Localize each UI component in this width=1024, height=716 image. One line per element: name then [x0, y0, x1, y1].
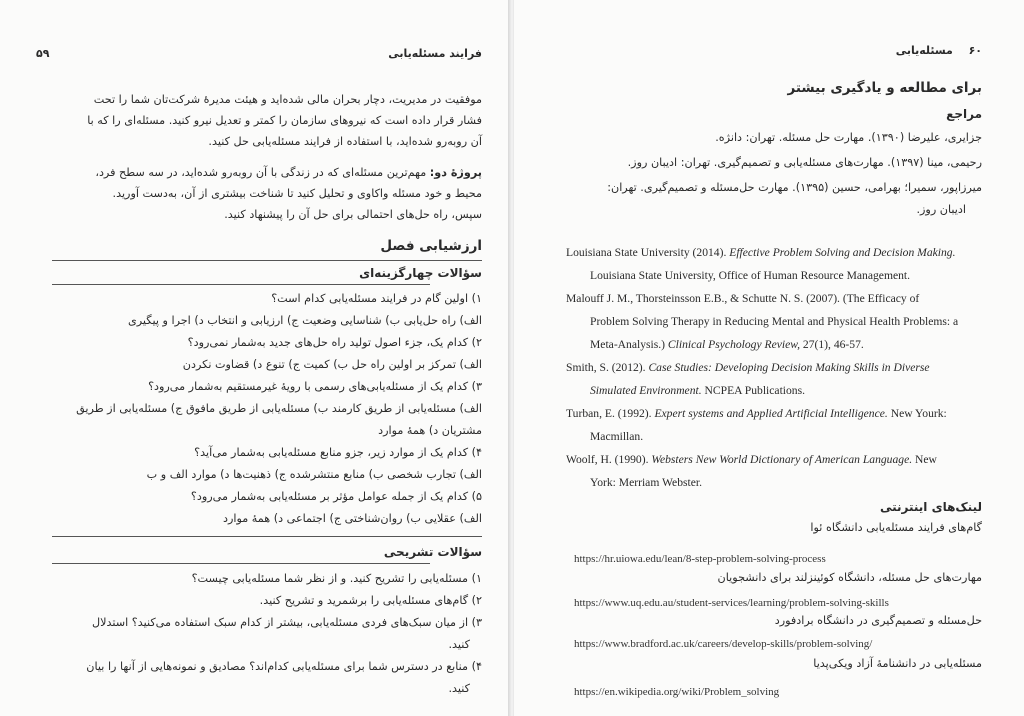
- left-running-header: [388, 47, 482, 60]
- project-line: محیط و خود مسئله واکاوی و تحلیل کنید تا شناخت بیشتری از آن، به‌دست آورید.: [112, 187, 482, 200]
- persian-reference: رحیمی، مینا (۱۳۹۷). مهارت‌های مسئله‌یابی و تصمیم‌گیری. تهران: ادیبان روز.: [627, 156, 982, 169]
- english-reference: [566, 292, 919, 305]
- ref-text: New: [912, 453, 937, 466]
- ref-title: Websters New World Dictionary of American Language.: [651, 453, 913, 466]
- left-page-number: ۵۹: [36, 47, 50, 60]
- link-description: مهارت‌های حل مسئله، دانشگاه کوئینزلند برای دانشجویان: [717, 571, 982, 584]
- chapter-evaluation-title: ارزشیابی فصل: [380, 238, 482, 254]
- question: ۴) کدام یک از موارد زیر، جزو منابع مسئله‌یابی به‌شمار می‌آید؟: [194, 446, 482, 459]
- persian-reference-continuation: ادیبان روز.: [916, 203, 966, 216]
- web-link[interactable]: https://www.bradford.ac.uk/careers/develop-skills/problem-solving/: [574, 638, 873, 650]
- persian-reference: جزایری، علیرضا (۱۳۹۰). مهارت حل مسئله. تهران: دانژه.: [715, 131, 982, 144]
- divider: [52, 260, 482, 261]
- answer-options: الف) مسئله‌یابی از طریق کارمند ب) مسئله‌یابی از طریق مافوق ج) مسئله‌یابی از طریق: [76, 402, 482, 415]
- english-reference: [566, 453, 937, 466]
- english-reference: [590, 384, 805, 397]
- ref-title: Case Studies: Developing Decision Making Skills in Diverse: [648, 361, 930, 374]
- descriptive-questions-title: سؤالات تشریحی: [383, 545, 482, 559]
- persian-reference: میرزاپور، سمیرا؛ بهرامی، حسین (۱۳۹۵). مهارت حل‌مسئله و تصمیم‌گیری. تهران:: [607, 181, 982, 194]
- question: ۱) اولین گام در فرایند مسئله‌یابی کدام است؟: [271, 292, 482, 305]
- english-reference: [566, 361, 930, 374]
- ref-text: Meta-Analysis.): [590, 338, 668, 351]
- project-two-paragraph: [32, 162, 482, 225]
- question: ۲) کدام یک، جزء اصول تولید راه حل‌های جدید به‌شمار نمی‌رود؟: [187, 336, 482, 349]
- references-title: مراجع: [946, 107, 982, 121]
- project-two-label: پروژهٔ دو:: [429, 166, 482, 179]
- internet-links-title: لینک‌های اینترنتی: [879, 500, 982, 514]
- ref-text: Macmillan.: [590, 430, 644, 443]
- web-link[interactable]: https://www.uq.edu.au/student-services/learning/problem-solving-skills: [574, 597, 889, 609]
- english-reference: [566, 246, 955, 259]
- project-line: [32, 162, 482, 183]
- english-reference: [590, 338, 864, 351]
- question: ۴) منابع در دسترس شما برای مسئله‌یابی کدام‌اند؟ مصادیق و نمونه‌هایی از آنها را بیان: [86, 660, 482, 673]
- question-continuation: کنید.: [448, 682, 470, 695]
- right-running-header: [896, 44, 982, 57]
- ref-title: Clinical Psychology Review,: [667, 338, 801, 351]
- intro-line: فشار قرار داده است که نیروهای سازمان را کمتر و تعدیل نیرو کنید. مسئله‌ای را که با: [87, 114, 482, 127]
- web-link[interactable]: https://hr.uiowa.edu/lean/8-step-problem-solving-process: [574, 553, 826, 565]
- link-description: حل‌مسئله و تصمیم‌گیری در دانشگاه برادفورد: [774, 614, 982, 627]
- answer-options: مشتریان د) همهٔ موارد: [378, 424, 482, 437]
- right-page: [514, 0, 1024, 716]
- right-header-title: مسئله‌یابی: [895, 44, 953, 57]
- ref-text: Smith, S. (2012).: [566, 361, 649, 374]
- question: ۵) کدام یک از جمله عوامل مؤثر بر مسئله‌یابی به‌شمار می‌رود؟: [190, 490, 482, 503]
- question: ۳) کدام یک از مسئله‌یابی‌های رسمی با رویهٔ غیرمستقیم به‌شمار می‌رود؟: [148, 380, 482, 393]
- english-reference: [590, 430, 643, 443]
- question: ۳) از میان سبک‌های فردی مسئله‌یابی، بیشتر از کدام سبک استفاده می‌کنید؟ استدلال: [91, 616, 482, 629]
- web-link[interactable]: https://en.wikipedia.org/wiki/Problem_solving: [574, 686, 780, 698]
- ref-title: Simulated Environment.: [590, 384, 702, 397]
- question: ۱) مسئله‌یابی را تشریح کنید. و از نظر شما مسئله‌یابی چیست؟: [191, 572, 482, 585]
- ref-text: Woolf, H. (1990).: [566, 453, 652, 466]
- ref-text: Problem Solving Therapy in Reducing Mental and Physical Health Problems: a: [590, 315, 959, 328]
- answer-options: الف) عقلایی ب) روان‌شناختی ج) اجتماعی د) همهٔ موارد: [222, 512, 482, 525]
- ref-text: Malouff J. M., Thorsteinsson E.B., & Schutte N. S. (2007). (The Efficacy of: [566, 292, 920, 305]
- english-reference: [590, 315, 958, 328]
- question: ۲) گام‌های مسئله‌یابی را برشمرید و تشریح کنید.: [259, 594, 482, 607]
- further-reading-title: برای مطالعه و یادگیری بیشتر: [787, 80, 982, 96]
- intro-line: موفقیت در مدیریت، دچار بحران مالی شده‌اید و هیئت مدیرهٔ شرکت‌تان شما را تحت: [93, 93, 482, 106]
- project-line-text: مهم‌ترین مسئله‌ای که در زندگی با آن روبه‌رو شده‌اید، در سه سطح فرد،: [95, 166, 430, 179]
- answer-options: الف) تمرکز بر اولین راه حل ب) کمیت ج) تنوع د) قضاوت نکردن: [182, 358, 482, 371]
- ref-title: Effective Problem Solving and Decision Making.: [729, 246, 956, 259]
- intro-line: آن روبه‌رو شده‌اید، با استفاده از فرایند مسئله‌یابی حل کنید.: [208, 135, 482, 148]
- ref-text: York: Merriam Webster.: [590, 476, 702, 489]
- right-page-number: ۶۰: [968, 44, 982, 57]
- multiple-choice-title: سؤالات چهارگزینه‌ای: [359, 266, 482, 280]
- divider: [52, 536, 482, 537]
- left-header-title: فرایند مسئله‌یابی: [388, 47, 482, 60]
- ref-text: New Yourk:: [887, 407, 947, 420]
- question-continuation: کنید.: [448, 638, 470, 651]
- ref-title: Expert systems and Applied Artificial Intelligence.: [654, 407, 888, 420]
- link-description: گام‌های فرایند مسئله‌یابی دانشگاه ئوا: [810, 521, 982, 534]
- ref-text: 27(1), 46-57.: [800, 338, 864, 351]
- answer-options: الف) راه حل‌یابی ب) شناسایی وضعیت ج) ارزیابی و انتخاب د) اجرا و پیگیری: [127, 314, 482, 327]
- answer-options: الف) تجارب شخصی ب) منابع منتشرشده ج) ذهنیت‌ها د) موارد الف و ب: [146, 468, 482, 481]
- intro-paragraph: [32, 89, 482, 152]
- divider: [52, 284, 430, 285]
- ref-text: Turban, E. (1992).: [566, 407, 655, 420]
- ref-text: Louisiana State University, Office of Human Resource Management.: [590, 269, 911, 282]
- ref-text: Louisiana State University (2014).: [566, 246, 730, 259]
- english-reference: [566, 407, 947, 420]
- link-description: مسئله‌یابی در دانشنامهٔ آزاد ویکی‌پدیا: [813, 657, 982, 670]
- ref-text: NCPEA Publications.: [701, 384, 806, 397]
- project-line: سپس، راه حل‌های احتمالی برای حل آن را پیشنهاد کنید.: [224, 208, 482, 221]
- english-reference: [590, 269, 910, 282]
- english-reference: [590, 476, 702, 489]
- divider: [52, 563, 430, 564]
